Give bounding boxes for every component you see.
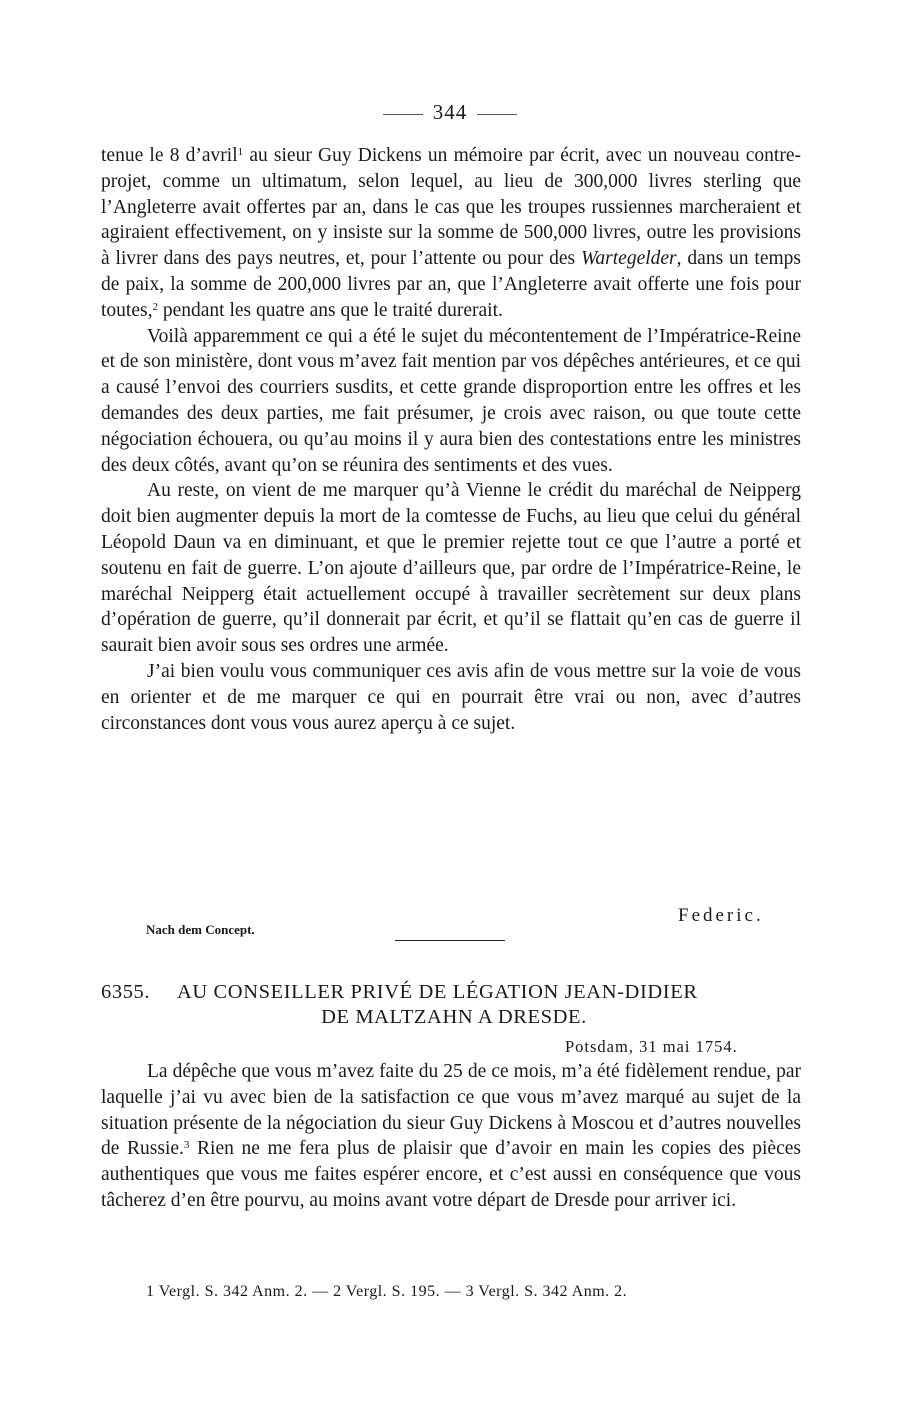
letter-text-b: Rien ne me fera plus de plaisir que d’avoir en main les copies des pièces authentiques que vous me faites espérer encore, et c’est aussi en conséquence que vous tâcherez d’en être pourvu, au moins avant votre départ de Dresde pour arriver ici. — [101, 1138, 801, 1211]
header-rule-left — [383, 114, 423, 115]
letter-number: 6355. — [101, 981, 151, 1003]
body-text-letter — [101, 1059, 801, 1214]
paragraph-1-text-a: tenue le 8 d’avril — [101, 145, 238, 166]
paragraph-2: Voilà apparemment ce qui a été le sujet du mécontentement de l’Impératrice-Reine et de son ministère, dont vous m’avez fait mention par vos dépêches antérieures, et ce qui a causé l’envoi des courriers susdits, et cette grande disproportion entre les offres et les demandes des deux parties, me fait présumer, je crois avec raison, ou que toute cette négociation échouera, ou qu’au moins il y aura bien des contestations entre les ministres des deux côtés, avant qu’on se réunira des sentiments et des vues. — [101, 325, 801, 476]
signature: Federic. — [678, 905, 764, 926]
footnote-ref-1: 1 — [237, 146, 244, 158]
page-number: 344 — [432, 100, 468, 124]
dateline-place: Potsdam, — [565, 1037, 634, 1056]
footnote-ref-3: 3 — [183, 1139, 190, 1152]
footnotes: 1 Vergl. S. 342 Anm. 2. — 2 Vergl. S. 195. — 3 Vergl. S. 342 Anm. 2. — [146, 1283, 628, 1300]
letter-paragraph — [101, 1059, 801, 1214]
header-rule-right — [477, 114, 517, 115]
dateline — [565, 1037, 738, 1057]
paragraph-1 — [101, 143, 801, 324]
body-text-top — [101, 143, 801, 736]
source-note: Nach dem Concept. — [146, 922, 255, 937]
paragraph-1-text-d: pendant les quatre ans que le traité durerait. — [157, 299, 503, 321]
page-header — [0, 100, 900, 125]
footnote-ref-2: 2 — [152, 300, 158, 313]
section-divider — [395, 940, 505, 941]
paragraph-4: J’ai bien voulu vous communiquer ces avis afin de vous mettre sur la voie de vous en orienter et de me marquer ce qui en pourrait être vrai ou non, avec d’autres circonstances dont vous vous aurez aperçu à ce sujet. — [101, 660, 801, 734]
letter-title-line-2: DE MALTZAHN A DRESDE. — [321, 1006, 587, 1028]
letter-heading — [101, 980, 801, 1030]
paragraph-1-text-c: , dans un temps de paix, la somme de 200,000 livres par an, que l’Angleterre avait offerte une fois pour toutes, — [101, 248, 802, 321]
letter-title-line-1: AU CONSEILLER PRIVÉ DE LÉGATION JEAN-DIDIER — [177, 981, 698, 1003]
paragraph-3: Au reste, on vient de me marquer qu’à Vienne le crédit du maréchal de Neipperg doit bien augmenter depuis la mort de la comtesse de Fuchs, au lieu que celui du général Léopold Daun va en diminuant, et que le premier rejette tout ce que l’autre a porté et soutenu en fait de guerre. L’on ajoute d’ailleurs que, par ordre de l’Impératrice-Reine, le maréchal Neipperg était actuellement occupé à travailler secrètement sur deux plans d’opération de guerre, qu’il donnerait par écrit, et qu’il se flattait qu’en cas de guerre il saurait bien avoir sous ses ordres une armée. — [101, 480, 801, 657]
paragraph-1-italic: Wartegelder — [580, 248, 677, 270]
paragraph-1-text-b: au sieur Guy Dickens un mémoire par écrit, avec un nouveau contre-projet, comme un ultimatum, selon lequel, au lieu de 300,000 livres sterling que l’Angleterre avait offertes par an, dans le cas que les troupes russiennes marcheraient et agiraient effectivement, on y insiste sur la somme de 500,000 livres, outre les provisions à livrer dans des pays neutres, et, pour l’attente ou pour des — [101, 145, 801, 270]
letter-text-a: La dépêche que vous m’avez faite du 25 de ce mois, m’a été fidèlement rendue, par laquelle j’ai vu avec bien de la satisfaction ce que vous m’avez marqué au sujet de la situation présente de la négociation du sieur Guy Dickens à Moscou et d’autres nouvelles de Russie. — [101, 1061, 801, 1160]
dateline-date: 31 mai 1754. — [639, 1037, 738, 1056]
